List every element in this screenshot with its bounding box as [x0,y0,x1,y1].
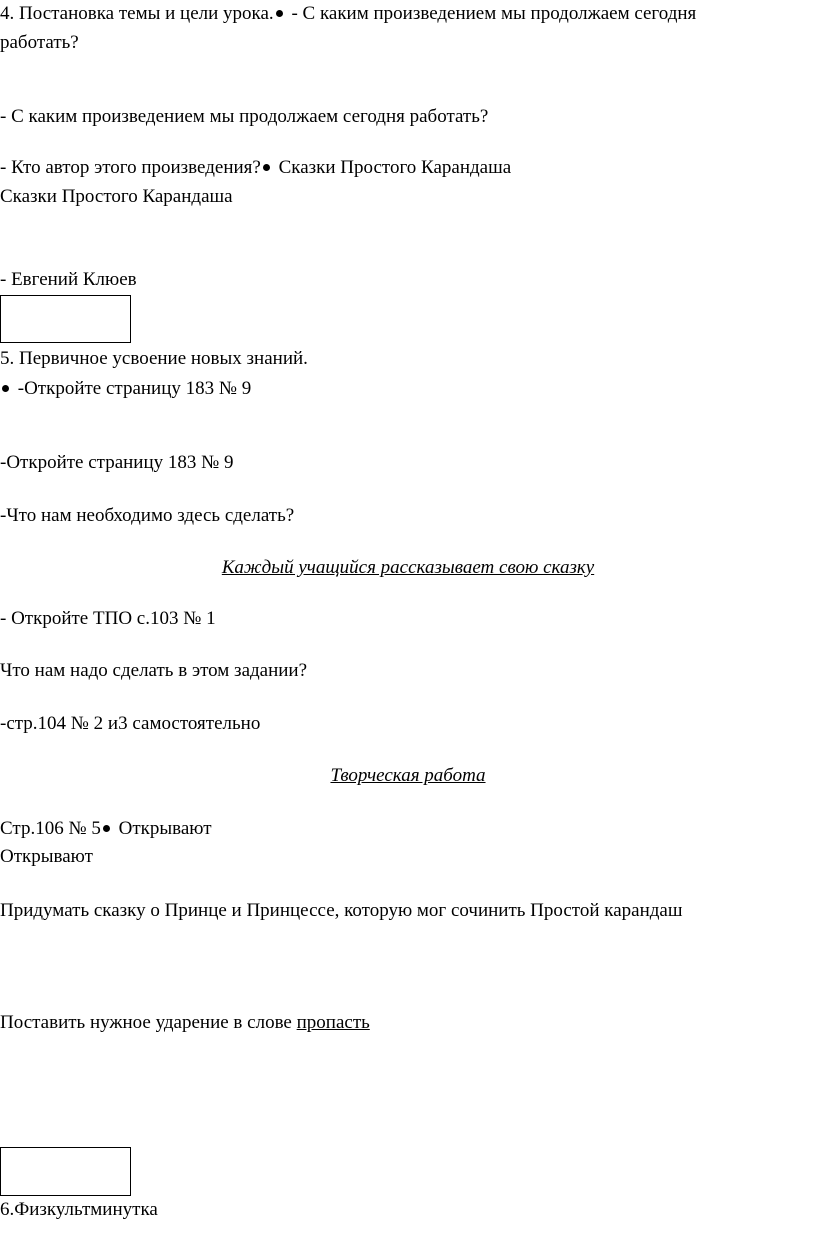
page-106-ref: Стр.106 № 5 [0,818,101,839]
empty-frame [0,295,131,343]
question-task: Что нам надо сделать в этом задании? [0,660,308,681]
step-4-question-cont: работать? [0,32,79,53]
answer-author: - Евгений Клюев [0,269,137,290]
open-page-bullet [0,377,251,401]
stress-task [0,1011,370,1035]
open-page-instruction: -Откройте страницу 183 № 9 [0,452,234,473]
question-which-work: - С каким произведением мы продолжаем сегодня работать? [0,106,489,127]
creative-work-heading: Творческая работа [330,765,486,786]
step-4-title: 4. Постановка темы и цели урока. [0,3,274,24]
bullet-icon [276,10,283,17]
independent-work: -стр.104 № 2 и3 самостоятельно [0,713,261,734]
lesson-step-4-heading [0,2,696,26]
empty-frame-2 [0,1147,131,1196]
stress-task-text: Поставить нужное ударение в слове [0,1012,297,1033]
author-question: - Кто автор этого произведения? [0,157,261,178]
open-tpo: - Откройте ТПО с.103 № 1 [0,608,216,629]
question-author [0,156,511,180]
open-page-text: -Откройте страницу 183 № 9 [13,378,252,399]
step-4-question: - С каким произведением мы продолжаем сегодня [286,3,697,24]
page-106-task [0,817,212,841]
open-action-inline: Открывают [113,818,212,839]
each-student-tells: Каждый учащийся рассказывает свою сказку [221,557,595,578]
lesson-step-6-heading: 6.Физкультминутка [0,1199,158,1220]
open-action: Открывают [0,846,93,867]
bullet-icon [263,164,270,171]
stress-word: пропасть [296,1012,370,1033]
book-title-inline: Сказки Простого Карандаша [273,157,512,178]
question-what-to-do: -Что нам необходимо здесь сделать? [0,505,295,526]
lesson-step-5-heading: 5. Первичное усвоение новых знаний. [0,348,308,369]
book-title: Сказки Простого Карандаша [0,186,233,207]
bullet-icon [103,825,110,832]
invent-tale-task: Придумать сказку о Принце и Принцессе, которую мог сочинить Простой карандаш [0,900,683,921]
bullet-icon [2,385,9,392]
